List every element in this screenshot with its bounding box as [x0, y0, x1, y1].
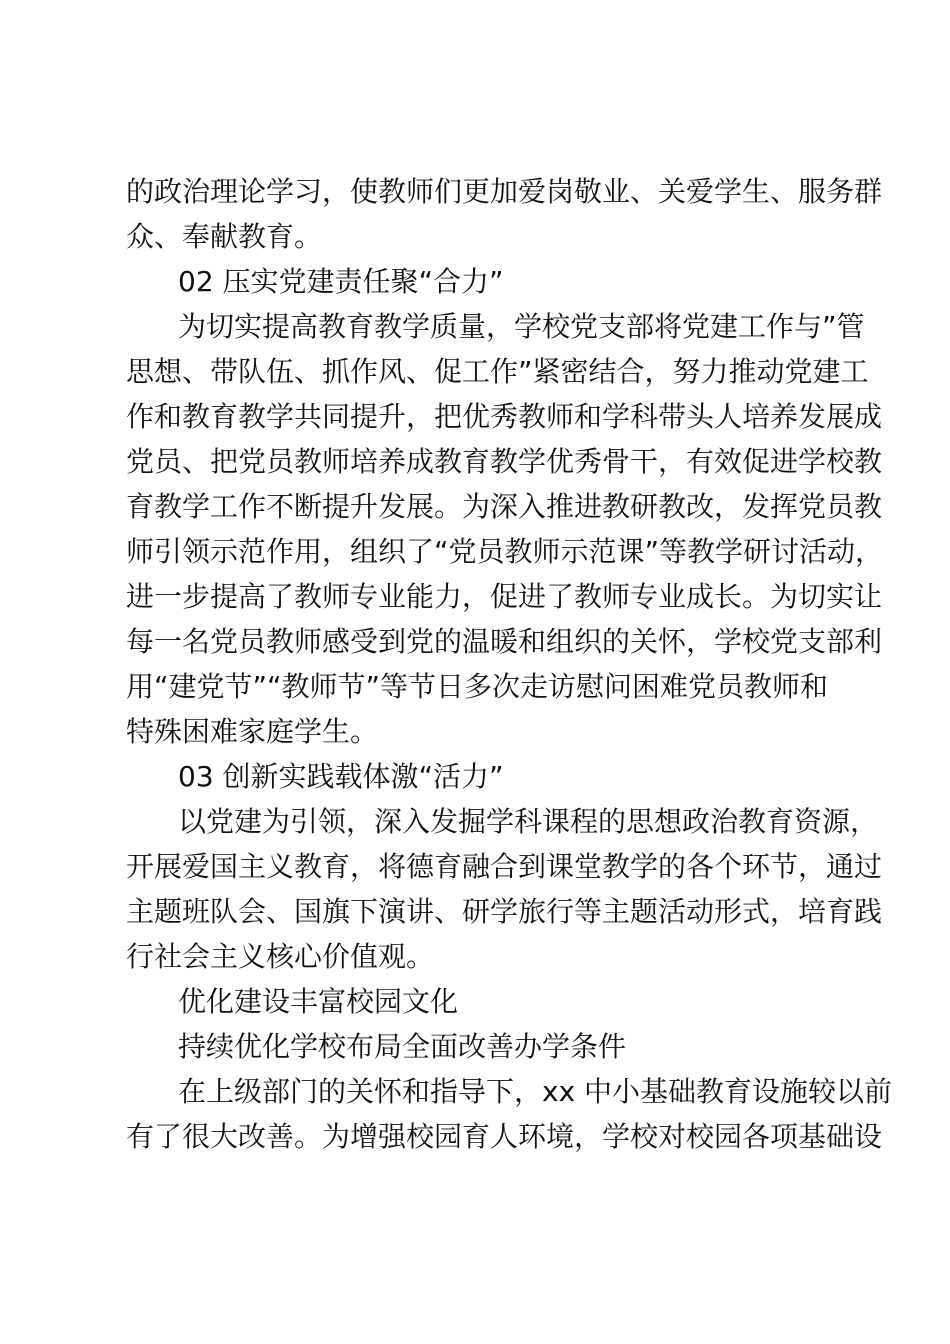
section-heading: 持续优化学校布局全面改善办学条件	[178, 1030, 627, 1063]
section-heading: 02 压实党建责任聚“合力”	[178, 265, 504, 298]
section-heading: 03 创新实践载体激“活力”	[178, 760, 504, 793]
section-heading: 优化建设丰富校园文化	[178, 985, 459, 1018]
paragraph-line: 思想、带队伍、抓作风、促工作”紧密结合，努力推动党建工	[126, 355, 869, 388]
paragraph-line: 的政治理论学习，使教师们更加爱岗敬业、关爱学生、服务群	[126, 175, 883, 208]
paragraph-line: 以党建为引领，深入发掘学科课程的思想政治教育资源，	[178, 805, 879, 838]
paragraph-line: 行社会主义核心价值观。	[126, 940, 435, 973]
paragraph-line: 特殊困难家庭学生。	[126, 715, 379, 748]
paragraph-line: 开展爱国主义教育，将德育融合到课堂教学的各个环节，通过	[126, 850, 883, 883]
paragraph-line: 每一名党员教师感受到党的温暖和组织的关怀，学校党支部利	[126, 625, 883, 658]
paragraph-line: 众、奉献教育。	[126, 220, 323, 253]
paragraph-line: 有了很大改善。为增强校园育人环境，学校对校园各项基础设	[126, 1120, 883, 1153]
paragraph-line: 用“建党节”“教师节”等节日多次走访慰问困难党员教师和	[126, 670, 829, 703]
paragraph-line: 主题班队会、国旗下演讲、研学旅行等主题活动形式，培育践	[126, 895, 883, 928]
paragraph-line: 作和教育教学共同提升，把优秀教师和学科带头人培养发展成	[126, 400, 883, 433]
paragraph-line: 党员、把党员教师培养成教育教学优秀骨干，有效促进学校教	[126, 445, 883, 478]
paragraph-line: 师引领示范作用，组织了“党员教师示范课”等教学研讨活动，	[126, 535, 884, 568]
paragraph-line: 在上级部门的关怀和指导下，xx 中小基础教育设施较以前	[178, 1075, 893, 1108]
paragraph-line: 为切实提高教育教学质量，学校党支部将党建工作与”管	[178, 310, 865, 343]
paragraph-line: 育教学工作不断提升发展。为深入推进教研教改，发挥党员教	[126, 490, 883, 523]
paragraph-line: 进一步提高了教师专业能力，促进了教师专业成长。为切实让	[126, 580, 883, 613]
